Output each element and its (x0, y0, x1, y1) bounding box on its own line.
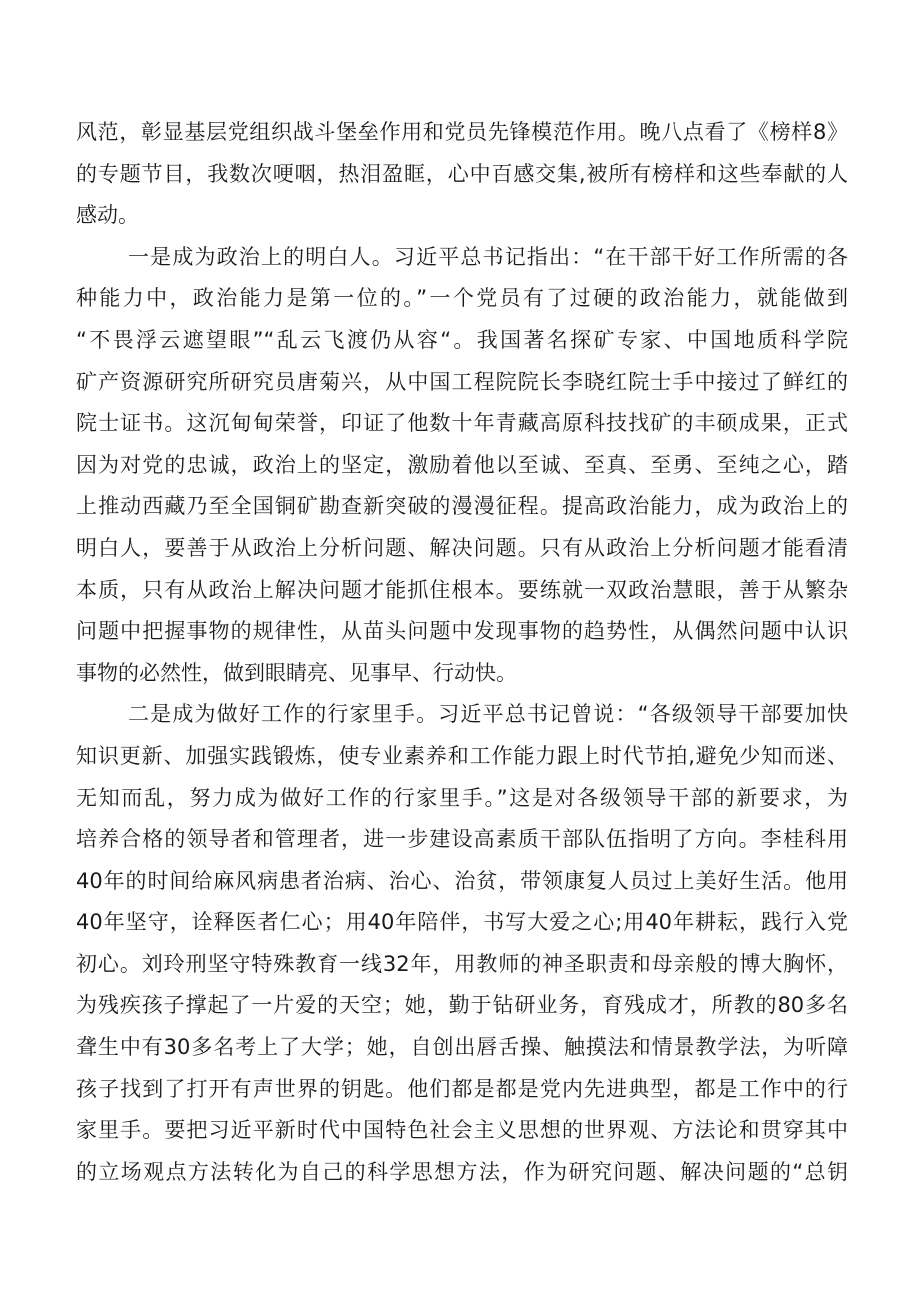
paragraph-1 (76, 112, 848, 237)
text-line: 初心。刘玲刑坚守特殊教育一线32年，用教师的神圣职责和母亲般的博大胸怀， (76, 951, 848, 976)
text-line: 一是成为政治上的明白人。习近平总书记指出：“在干部干好工作所需的各 (128, 244, 848, 269)
text-line: 感动。 (76, 203, 139, 228)
paragraph-3 (76, 694, 848, 1193)
text-line: 因为对党的忠诚，政治上的坚定，激励着他以至诚、至真、至勇、至纯之心，踏 (76, 452, 848, 477)
text-line: 40年坚守，诠释医者仁心；用40年陪伴，书写大爱之心;用40年耕耘，践行入党 (76, 910, 848, 935)
text-line: 的专题节目，我数次哽咽，热泪盈眶，心中百感交集,被所有榜样和这些奉献的人 (76, 161, 848, 186)
text-line: 院士证书。这沉甸甸荣誉，印证了他数十年青藏高原科技找矿的丰硕成果，正式 (76, 411, 848, 436)
paragraph-2 (76, 237, 848, 695)
text-line: 事物的必然性，做到眼睛亮、见事早、行动快。 (76, 660, 517, 685)
text-line: 的立场观点方法转化为自己的科学思想方法，作为研究问题、解决问题的“总钥 (76, 1159, 848, 1184)
text-line: 风范，彰显基层党组织战斗堡垒作用和党员先锋模范作用。晚八点看了《榜样8》 (76, 120, 848, 144)
text-line: 问题中把握事物的规律性，从苗头问题中发现事物的趋势性，从偶然问题中认识 (76, 619, 848, 644)
text-line: 矿产资源研究所研究员唐菊兴，从中国工程院院长李晓红院士手中接过了鲜红的 (76, 369, 848, 394)
text-line: 本质，只有从政治上解决问题才能抓住根本。要练就一双政治慧眼，善于从繁杂 (76, 577, 848, 602)
text-line: 种能力中，政治能力是第一位的。”一个党员有了过硬的政治能力，就能做到 (76, 286, 848, 311)
text-line: 明白人，要善于从政治上分析问题、解决问题。只有从政治上分析问题才能看清 (76, 535, 848, 560)
document-body (76, 112, 848, 1193)
text-line: 家里手。要把习近平新时代中国特色社会主义思想的世界观、方法论和贯穿其中 (76, 1118, 848, 1143)
text-line: 上推动西藏乃至全国铜矿勘查新突破的漫漫征程。提高政治能力，成为政治上的 (76, 494, 848, 519)
text-line: 无知而乱，努力成为做好工作的行家里手。”这是对各级领导干部的新要求，为 (76, 785, 848, 810)
text-line: 40年的时间给麻风病患者治病、治心、治贫，带领康复人员过上美好生活。他用 (76, 868, 848, 893)
text-line: 培养合格的领导者和管理者，进一步建设高素质干部队伍指明了方向。李桂科用 (76, 827, 848, 852)
text-line: “不畏浮云遮望眼”“乱云飞渡仍从容“。我国著名探矿专家、中国地质科学院 (76, 327, 848, 352)
text-line: 知识更新、加强实践锻炼，使专业素养和工作能力跟上时代节拍,避免少知而迷、 (76, 743, 848, 768)
text-line: 为残疾孩子撑起了一片爱的天空；她，勤于钻研业务，育残成才，所教的80多名 (76, 993, 848, 1018)
text-line: 二是成为做好工作的行家里手。习近平总书记曾说：“各级领导干部要加快 (128, 702, 848, 727)
text-line: 孩子找到了打开有声世界的钥匙。他们都是都是党内先进典型，都是工作中的行 (76, 1076, 848, 1101)
text-line: 聋生中有30多名考上了大学；她，自创出唇舌操、触摸法和情景教学法，为听障 (76, 1035, 848, 1060)
